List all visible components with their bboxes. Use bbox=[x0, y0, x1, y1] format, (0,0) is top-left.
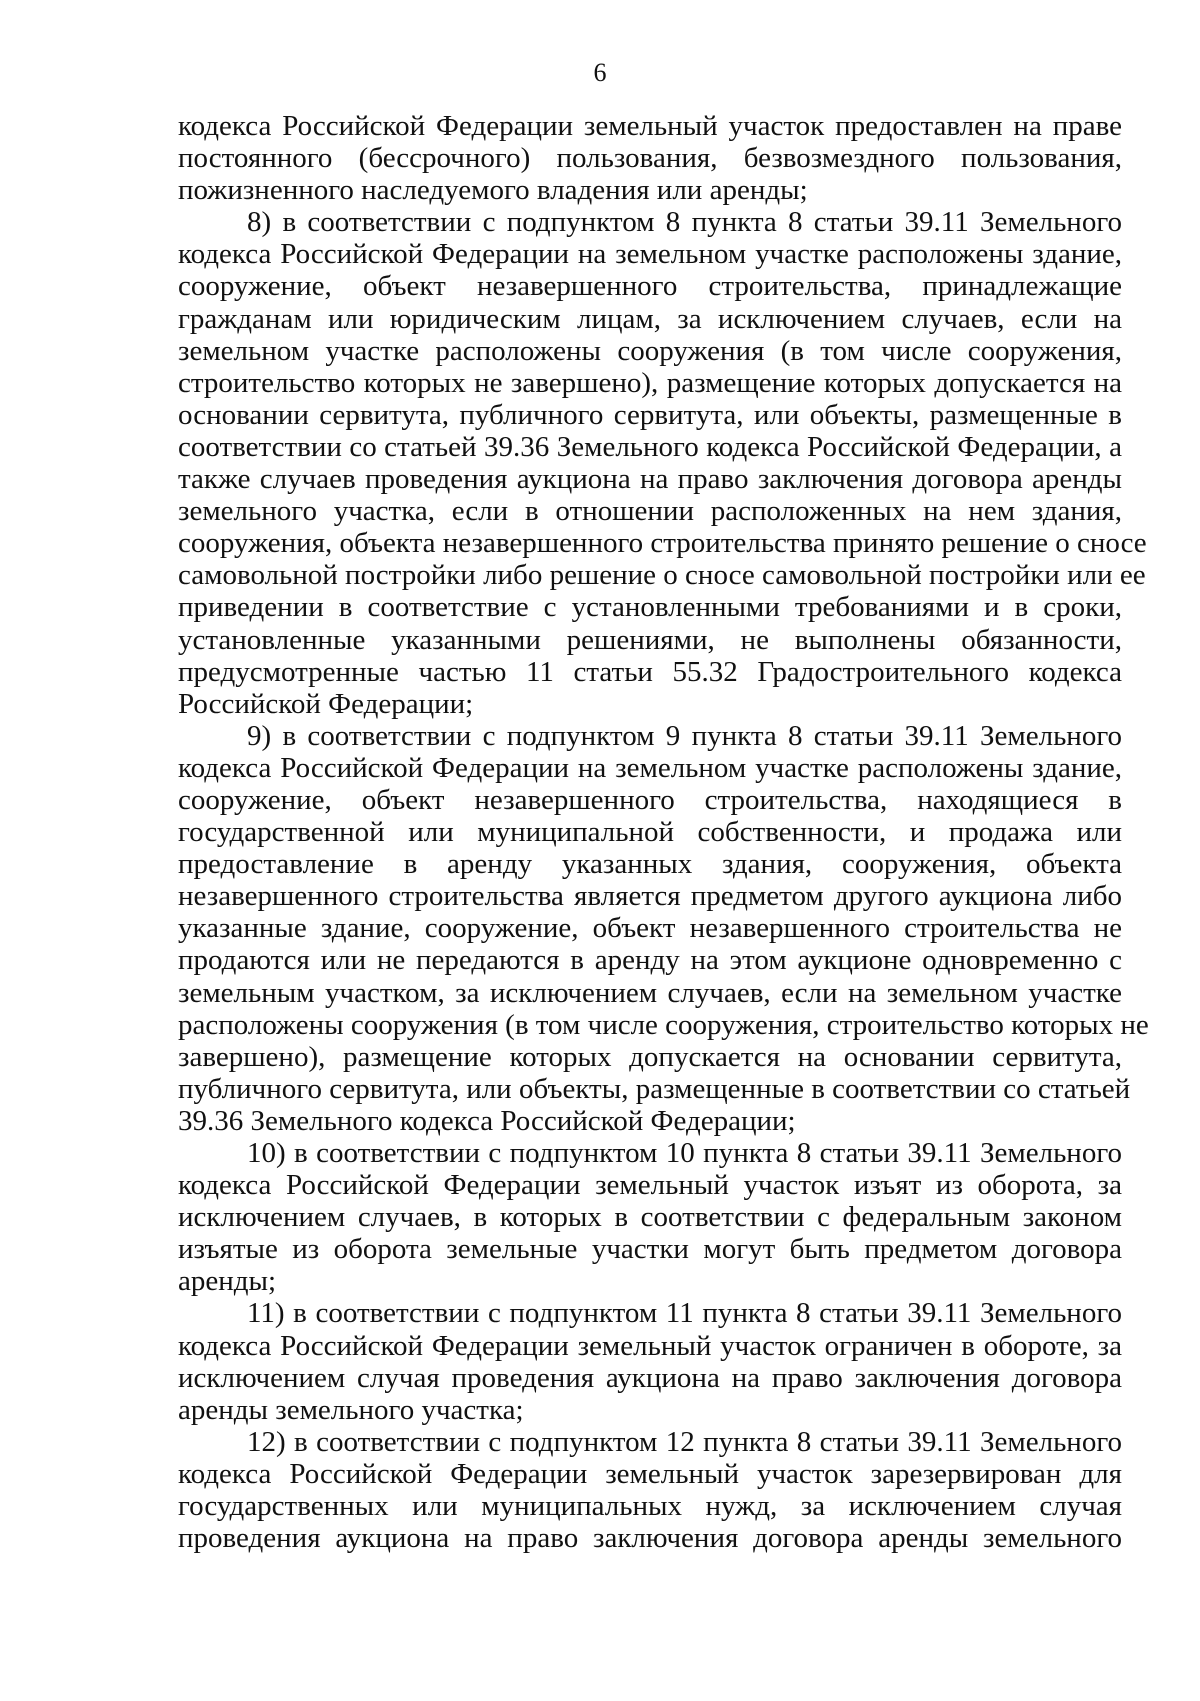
paragraph-line: самовольной постройки либо решение о сносе самовольной постройки или ее bbox=[178, 559, 1146, 592]
paragraph-line: пожизненного наследуемого владения или аренды; bbox=[178, 174, 808, 207]
paragraph-line: 12) в соответствии с подпунктом 12 пункта 8 статьи 39.11 Земельного bbox=[247, 1425, 1122, 1458]
paragraph-line: строительство которых не завершено), размещение которых допускается на bbox=[178, 366, 1122, 399]
paragraph bbox=[178, 1297, 1122, 1425]
paragraph-line: кодекса Российской Федерации на земельном участке расположены здание, bbox=[178, 751, 1122, 784]
paragraph bbox=[178, 719, 1149, 1137]
paragraph-line: основании сервитута, публичного сервитута, или объекты, размещенные в bbox=[178, 398, 1122, 431]
paragraph-line: предусмотренные частью 11 статьи 55.32 Градостроительного кодекса bbox=[178, 655, 1122, 688]
paragraph-line: аренды земельного участка; bbox=[178, 1393, 524, 1426]
paragraph-line: государственных или муниципальных нужд, за исключением случая bbox=[178, 1490, 1122, 1523]
paragraph-line: земельном участке расположены сооружения (в том числе сооружения, bbox=[178, 334, 1122, 367]
paragraph-line: также случаев проведения аукциона на право заключения договора аренды bbox=[178, 463, 1122, 496]
paragraph-line: соответствии со статьей 39.36 Земельного кодекса Российской Федерации, а bbox=[178, 430, 1122, 463]
paragraph-line: сооружение, объект незавершенного строительства, принадлежащие bbox=[178, 270, 1122, 303]
paragraph-line: кодекса Российской Федерации на земельном участке расположены здание, bbox=[178, 238, 1122, 271]
paragraph bbox=[178, 1426, 1122, 1554]
paragraph-line: земельным участком, за исключением случаев, если на земельном участке bbox=[178, 976, 1122, 1009]
paragraph-line: установленные указанными решениями, не выполнены обязанности, bbox=[178, 623, 1122, 656]
paragraph-line: проведения аукциона на право заключения договора аренды земельного bbox=[178, 1522, 1122, 1555]
paragraph-line: 8) в соответствии с подпунктом 8 пункта 8 статьи 39.11 Земельного bbox=[247, 206, 1122, 239]
paragraph-line: приведении в соответствие с установленными требованиями и в сроки, bbox=[178, 591, 1122, 624]
paragraph-line: завершено), размещение которых допускается на основании сервитута, bbox=[178, 1040, 1122, 1073]
paragraph-line: публичного сервитута, или объекты, размещенные в соответствии со статьей bbox=[178, 1072, 1131, 1105]
paragraph-line: продаются или не передаются в аренду на этом аукционе одновременно с bbox=[178, 944, 1122, 977]
paragraph bbox=[178, 110, 1122, 206]
paragraph-line: гражданам или юридическим лицам, за исключением случаев, если на bbox=[178, 302, 1122, 335]
paragraph-line: незавершенного строительства является предметом другого аукциона либо bbox=[178, 880, 1122, 913]
paragraph-line: постоянного (бессрочного) пользования, безвозмездного пользования, bbox=[178, 142, 1122, 175]
paragraph-line: кодекса Российской Федерации земельный участок изъят из оборота, за bbox=[178, 1169, 1122, 1202]
page-number: 6 bbox=[593, 58, 607, 87]
paragraph-line: кодекса Российской Федерации земельный участок ограничен в обороте, за bbox=[178, 1329, 1122, 1362]
paragraph-line: сооружения, объекта незавершенного строительства принято решение о сносе bbox=[178, 527, 1147, 560]
paragraph-line: исключением случая проведения аукциона на право заключения договора bbox=[178, 1361, 1122, 1394]
paragraph-line: аренды; bbox=[178, 1265, 277, 1298]
paragraph bbox=[178, 206, 1147, 720]
paragraph-line: предоставление в аренду указанных здания, сооружения, объекта bbox=[178, 848, 1122, 881]
paragraph-line: кодекса Российской Федерации земельный участок предоставлен на праве bbox=[178, 110, 1122, 142]
paragraph-line: государственной или муниципальной собственности, и продажа или bbox=[178, 816, 1122, 849]
paragraph-line: 9) в соответствии с подпунктом 9 пункта 8 статьи 39.11 Земельного bbox=[247, 719, 1122, 752]
paragraph-line: сооружение, объект незавершенного строительства, находящиеся в bbox=[178, 783, 1122, 816]
paragraph bbox=[178, 1137, 1122, 1297]
paragraph-line: изъятые из оборота земельные участки могут быть предметом договора bbox=[178, 1233, 1122, 1266]
paragraph-line: исключением случаев, в которых в соответствии с федеральным законом bbox=[178, 1201, 1122, 1234]
paragraph-line: 10) в соответствии с подпунктом 10 пункта 8 статьи 39.11 Земельного bbox=[247, 1137, 1122, 1169]
paragraph-line: Российской Федерации; bbox=[178, 687, 474, 720]
paragraph-line: 11) в соответствии с подпунктом 11 пункта 8 статьи 39.11 Земельного bbox=[247, 1297, 1122, 1330]
paragraph-line: указанные здание, сооружение, объект незавершенного строительства не bbox=[178, 912, 1122, 945]
paragraph-line: земельного участка, если в отношении расположенных на нем здания, bbox=[178, 495, 1122, 528]
paragraph-line: 39.36 Земельного кодекса Российской Федерации; bbox=[178, 1104, 796, 1137]
paragraph-line: расположены сооружения (в том числе сооружения, строительство которых не bbox=[178, 1008, 1149, 1041]
document-body bbox=[178, 110, 1149, 1555]
paragraph-line: кодекса Российской Федерации земельный участок зарезервирован для bbox=[178, 1457, 1122, 1490]
